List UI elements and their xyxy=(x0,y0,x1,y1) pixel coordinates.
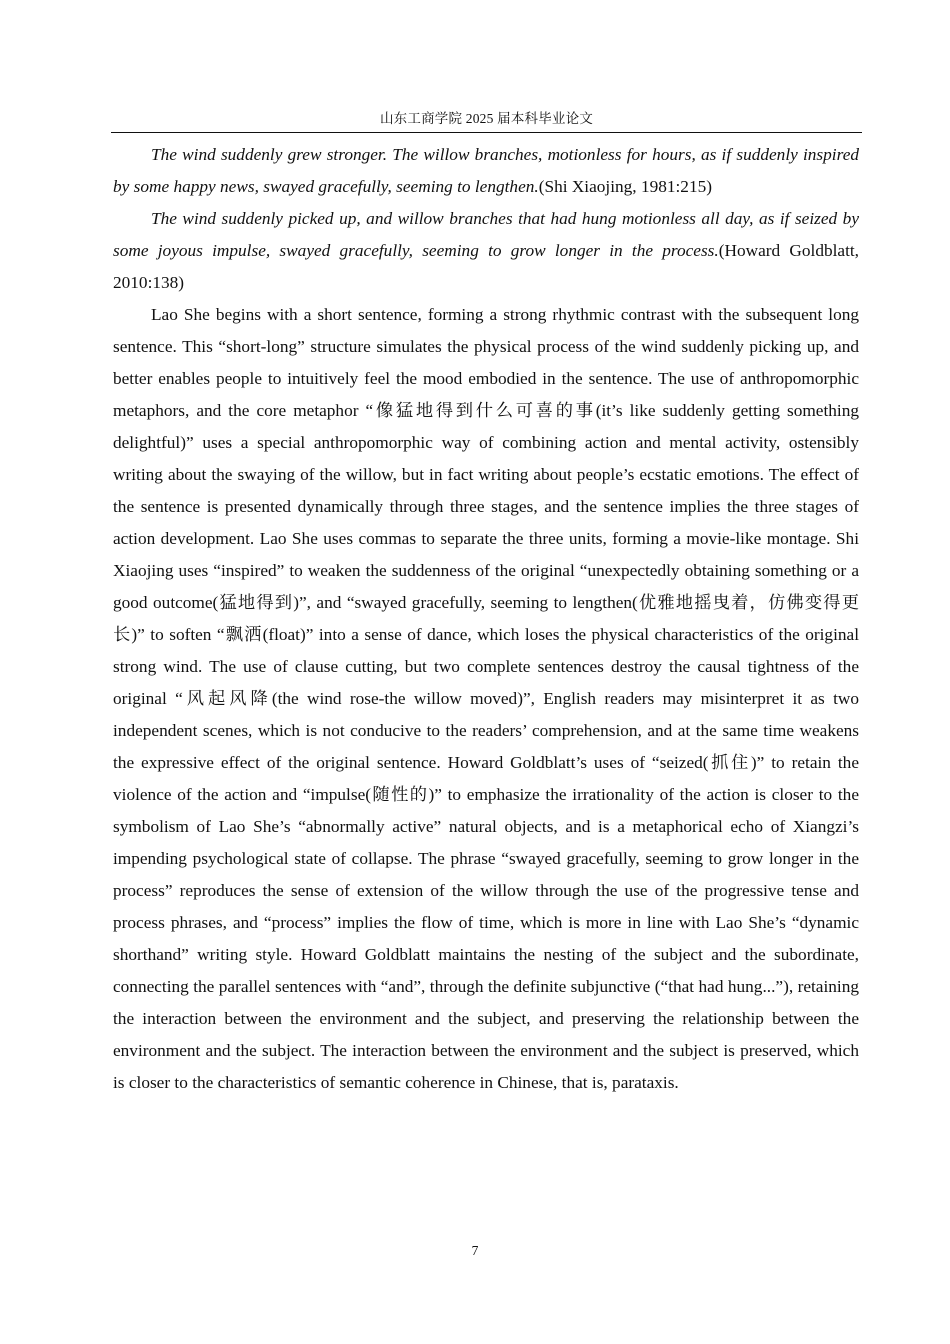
page-number: 7 xyxy=(471,1243,479,1258)
page-body xyxy=(113,139,859,1099)
header-rule xyxy=(111,132,862,133)
example-translation-goldblatt xyxy=(113,203,859,299)
example-citation: (Howard Goldblatt, 2010:138) xyxy=(113,241,859,292)
example-quote: The wind suddenly picked up, and willow branches that had hung motionless all day, as if seized by some joyous impulse, swayed gracefully, seeming to grow longer in the process. xyxy=(113,209,859,260)
analysis-paragraph: Lao She begins with a short sentence, forming a strong rhythmic contrast with the subsequent long sentence. This “short-long” structure simulates the physical process of the wind suddenly picking up, and better enables people to intuitively feel the mood embodied in the sentence. The use of anthropomorphic metaphors, and the core metaphor “像猛地得到什么可喜的事(it’s like suddenly getting something delightful)” uses a special anthropomorphic way of combining action and mental activity, ostensibly writing about the swaying of the willow, but in fact writing about people’s ecstatic emotions. The effect of the sentence is presented dynamically through three stages, and the sentence implies the three stages of action development. Lao She uses commas to separate the three units, forming a movie-like montage. Shi Xiaojing uses “inspired” to weaken the suddenness of the original “unexpectedly obtaining something or a good outcome(猛地得到)”, and “swayed gracefully, seeming to lengthen(优雅地摇曳着，仿佛变得更长)” to soften “飘洒(float)” into a sense of dance, which loses the physical characteristics of the original strong wind. The use of clause cutting, but two complete sentences destroy the causal tightness of the original “风起风降(the wind rose-the willow moved)”, English readers may misinterpret it as two independent scenes, which is not conducive to the readers’ comprehension, and at the same time weakens the expressive effect of the original sentence. Howard Goldblatt’s uses of “seized(抓住)” to retain the violence of the action and “impulse(随性的)” to emphasize the irrationality of the action is closer to the symbolism of Lao She’s “abnormally active” natural objects, and is a metaphorical echo of Xiangzi’s impending psychological state of collapse. The phrase “swayed gracefully, seeming to grow longer in the process” reproduces the sense of extension of the willow through the use of the progressive tense and process phrases, and “process” implies the flow of time, which is more in line with Lao She’s “dynamic shorthand” writing style. Howard Goldblatt maintains the nesting of the subject and the subordinate, connecting the parallel sentences with “and”, through the definite subjunctive (“that had hung...”), retaining the interaction between the environment and the subject, and preserving the relationship between the environment and the subject. The interaction between the environment and the subject is preserved, which is closer to the characteristics of semantic coherence in Chinese, that is, parataxis. xyxy=(113,305,859,1092)
running-header: 山东工商学院 2025 届本科毕业论文 xyxy=(379,111,594,126)
example-translation-shi xyxy=(113,139,859,203)
example-quote: The wind suddenly grew stronger. The willow branches, motionless for hours, as if suddenly inspired by some happy news, swayed gracefully, seeming to lengthen. xyxy=(113,145,859,196)
example-citation: (Shi Xiaojing, 1981:215) xyxy=(538,177,712,196)
